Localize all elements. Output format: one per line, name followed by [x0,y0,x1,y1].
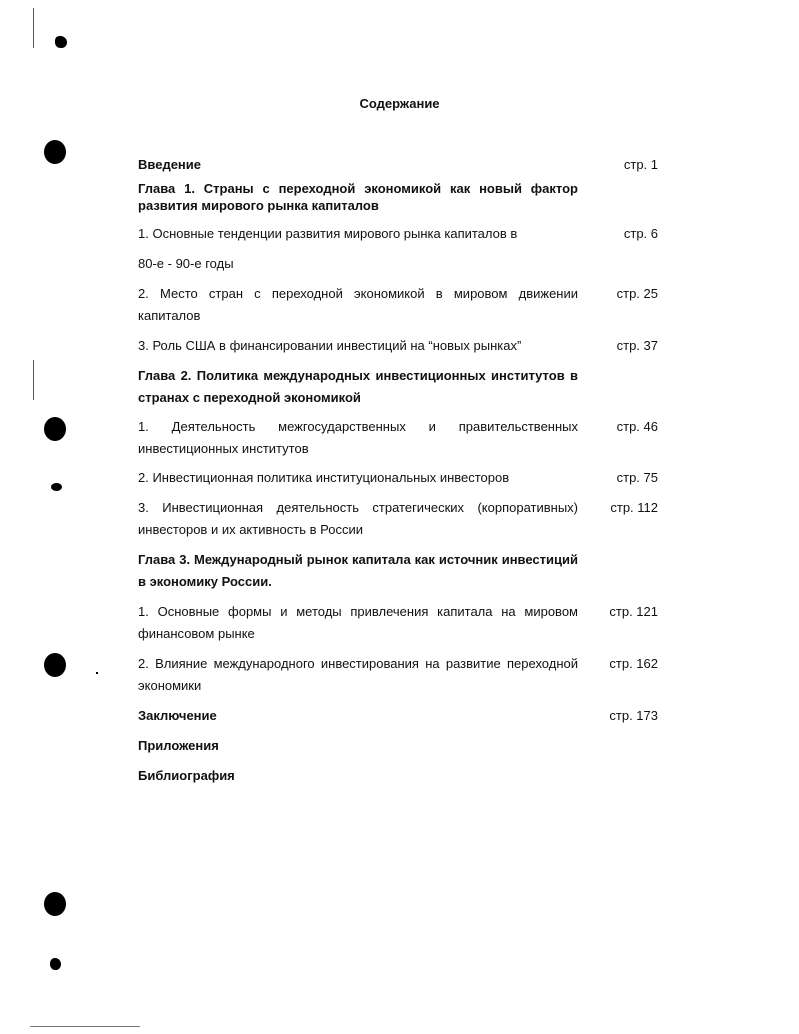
page-title: Содержание [359,96,440,111]
toc-chapter-3 [138,549,658,593]
toc-entry-page: стр. 121 [609,604,658,619]
toc-entry-1-2 [138,283,658,327]
toc-entry-label: 80-е - 90-е годы [138,256,234,271]
toc-entry-page: стр. 37 [616,338,658,353]
toc-entry-label: Заключение [138,708,217,723]
scan-edge-line [30,1026,140,1027]
toc-entry-label: 2. Влияние международного инвестирования на развитие переходной экономики [138,656,578,693]
toc-entry-label: 3. Инвестиционная деятельность стратегических (корпоративных) инвесторов и их активность в России [138,500,578,537]
toc-entry-1-3 [138,335,658,357]
toc-entry-page: стр. 6 [623,226,658,241]
toc-entry-conclusion [138,705,658,727]
binder-hole [44,417,66,441]
toc-entry-page: стр. 46 [616,419,658,434]
toc-entry-2-2 [138,467,658,489]
scan-speck [51,483,62,491]
toc-entry-label: Введение [138,157,201,172]
toc-entry-1-1-cont [138,253,658,275]
scan-edge-line [33,8,34,48]
toc-entry-label: Глава 2. Политика международных инвестиционных институтов в странах с переходной экономикой [138,368,578,405]
toc-entry-label: 1. Деятельность межгосударственных и правительственных инвестиционных институтов [138,419,578,456]
toc-entry-page: стр. 162 [609,656,658,671]
binder-hole [44,653,66,677]
toc-entry-appendices [138,735,658,757]
binder-hole [44,140,66,164]
scan-edge-line [33,360,34,400]
toc-entry-bibliography [138,765,658,787]
toc-entry-label: 1. Основные формы и методы привлечения капитала на мировом финансовом рынке [138,604,578,641]
toc-entry-2-3 [138,497,658,541]
toc-chapter-2 [138,365,658,409]
toc-entry-1-1 [138,223,658,245]
toc-entry-label: Глава 1. Страны с переходной экономикой как новый фактор развития мирового рынка капиталов [138,181,578,213]
toc-entry-label: Глава 3. Международный рынок капитала как источник инвестиций в экономику России. [138,552,578,589]
toc-entry-label: 2. Место стран с переходной экономикой в мировом движении капиталов [138,286,578,323]
toc-entry-label: 2. Инвестиционная политика институциональных инвесторов [138,470,510,485]
toc-entry-3-2 [138,653,658,697]
toc-entry-2-1 [138,416,658,460]
toc-entry-page: стр. 173 [609,708,658,723]
toc-entry-3-1 [138,601,658,645]
scan-speck [55,36,67,48]
toc-entry-page: стр. 25 [616,286,658,301]
toc-entry-label: 1. Основные тенденции развития мирового рынка капиталов в [138,226,518,241]
toc-entry-introduction [138,154,658,176]
toc-entry-label: Приложения [138,738,219,753]
toc-entry-page: стр. 75 [616,470,658,485]
toc-entry-label: 3. Роль США в финансировании инвестиций на “новых рынках” [138,338,522,353]
toc-chapter-1 [138,180,658,214]
scan-speck [96,672,98,674]
scan-speck [50,958,61,970]
toc-entry-page: стр. 112 [610,500,658,515]
binder-hole [44,892,66,916]
toc-entry-label: Библиография [138,768,235,783]
toc-entry-page: стр. 1 [623,157,658,172]
